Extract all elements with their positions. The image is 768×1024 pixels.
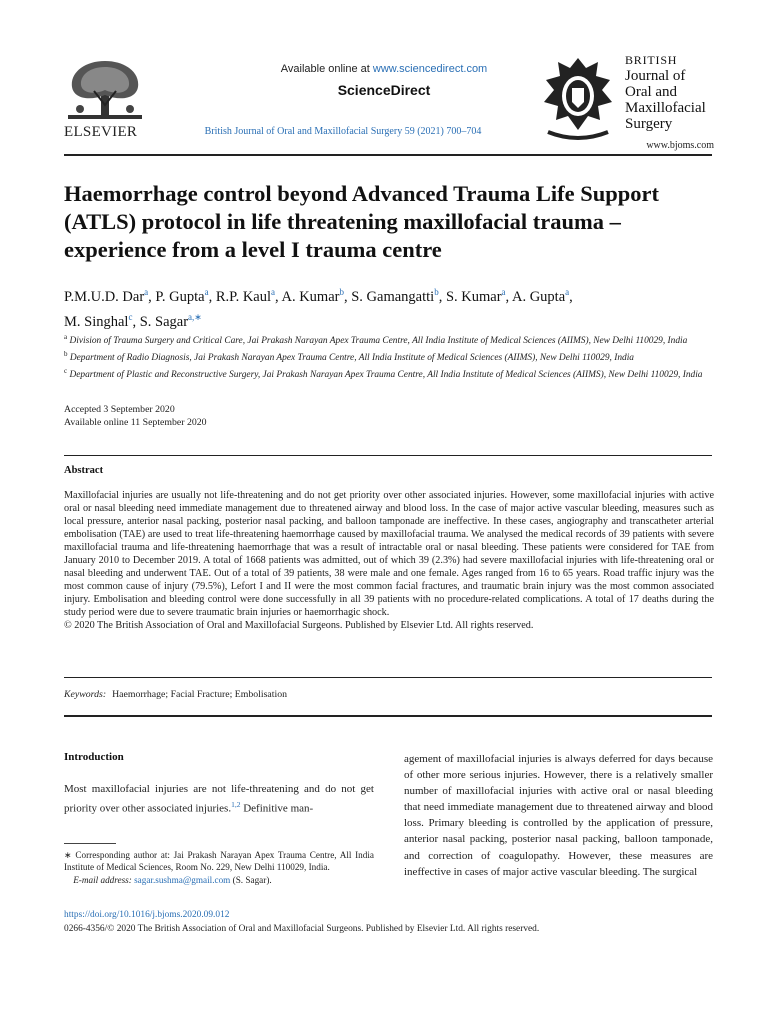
journal-website[interactable]: www.bjoms.com [646, 140, 714, 151]
accepted-date: Accepted 3 September 2020 [64, 404, 175, 415]
journal-name-line-3: Oral and [625, 84, 678, 100]
author-affil-marker[interactable]: a [565, 287, 570, 297]
affiliation-text: Department of Radio Diagnosis, Jai Prakash Narayan Apex Trauma Centre, All India Institute of Medical Sciences (AIIMS), New Delhi 110029, India [69, 353, 634, 364]
intro-column-1 [64, 781, 374, 817]
email-suffix: (S. Sagar). [230, 874, 272, 885]
journal-name-line-1: BRITISH [625, 53, 678, 67]
affiliation-text: Department of Plastic and Reconstructive Surgery, Jai Prakash Narayan Apex Trauma Centre, All India Institute of Medical Sciences (AIIMS), New Delhi 110029, India [69, 370, 703, 381]
abstract-text: Maxillofacial injuries are usually not life-threatening and do not get priority over other associated injuries. However, some maxillofacial injuries with active oral or nasal bleeding need immediate management due to threatened airway and blood loss. In the case of major active vascular bleeding, measures such as local pressure, anterior nasal packing, posterior nasal packing, and balloon tamponade are ineffective. In these cases, angiography and transcatheter arterial embolisation (TAE) are used to treat life-threatening haemorrhage caused by maxillofacial trauma. We analysed the medical records of 39 patients with severe maxillofacial trauma and life-threatening haemorrhage that was a result of intractable oral or nasal bleeding. These patients were considered for TAE from January 2010 to December 2019. A total of 1668 patients was admitted, out of which 39 (2.3%) had severe maxillofacial injuries with life-threatening oral or nasal bleeding and underwent TAE. Out of a total of 39 patients, 38 were male and one female. Ages ranged from 16 to 65 years. Road traffic injury was the most common cause of injury (79.5%), Lefort I and II were the most common facial fractures, and traumatic brain injury was the most common associated injury. Embolisation and bleeding control were done successfully in all 39 patients with no procedure-related complications. A total of 17 deaths during the study period were due to severe traumatic brain injuries or haemorrhagic shock. [64, 490, 714, 619]
email-label: E-mail address: [73, 874, 132, 885]
author[interactable]: A. Kumar [281, 288, 340, 305]
keywords-label: Keywords: [64, 689, 107, 700]
introduction-heading: Introduction [64, 751, 124, 763]
header-rule [64, 154, 712, 156]
intro-text-continued: Definitive man- [240, 802, 314, 815]
journal-name-line-5: Surgery [625, 116, 673, 132]
intro-text: Most maxillofacial injuries are not life-threatening and do not get priority over other associated injuries. [64, 783, 374, 815]
article-title: Haemorrhage control beyond Advanced Trauma Life Support (ATLS) protocol in life threatening maxillofacial trauma – experience from a level I trauma centre [64, 181, 660, 262]
author[interactable]: S. Sagar [139, 313, 189, 330]
author[interactable]: P.M.U.D. Dar [64, 288, 145, 305]
journal-name [625, 52, 706, 132]
affiliation [64, 331, 714, 348]
author[interactable]: P. Gupta [155, 288, 205, 305]
publisher-name: ELSEVIER [64, 124, 138, 140]
author-affil-marker[interactable]: a [204, 287, 209, 297]
affiliation-marker: b [64, 350, 68, 359]
abstract-copyright: © 2020 The British Association of Oral and Maxillofacial Surgeons. Published by Elsevier Ltd. All rights reserved. [64, 620, 534, 632]
abstract-top-rule [64, 455, 712, 456]
author-affil-marker[interactable]: a [144, 287, 149, 297]
author[interactable]: A. Gupta [511, 288, 566, 305]
available-prefix: Available online at [280, 63, 373, 75]
available-online-date: Available online 11 September 2020 [64, 417, 207, 428]
author-affil-marker[interactable]: c [128, 311, 133, 322]
corresponding-author-footnote [64, 849, 374, 886]
author-affil-marker[interactable]: b [339, 287, 344, 297]
article-dates [64, 403, 207, 429]
footnote-text: Corresponding author at: Jai Prakash Narayan Apex Trauma Centre, All India Institute of Medical Sciences, Room No. 229, New Delhi 110029, India. [64, 850, 374, 873]
journal-crest-logo [538, 54, 618, 144]
journal-name-line-2: Journal of [625, 68, 686, 84]
author-affil-marker[interactable]: a,∗ [188, 311, 202, 322]
author[interactable]: S. Gamangatti [351, 288, 435, 305]
author-affil-marker[interactable]: a [271, 287, 276, 297]
email-link[interactable]: sagar.sushma@gmail.com [134, 874, 231, 885]
affiliation-marker: a [64, 333, 68, 341]
citation-ref[interactable]: 1,2 [231, 800, 241, 809]
author-affil-marker[interactable]: a [501, 287, 506, 297]
author[interactable]: M. Singhal [64, 313, 129, 330]
affiliation [64, 365, 714, 382]
abstract-heading: Abstract [64, 465, 104, 476]
sciencedirect-link[interactable]: www.sciencedirect.com [372, 63, 488, 75]
footnote-marker: ∗ [64, 850, 72, 860]
affiliation-marker: c [64, 367, 68, 376]
keywords-bottom-rule [64, 715, 712, 717]
author-list: P.M.U.D. Dar$^a$, P. Gupta$^a$, R.P. Kaul$^a$, A. Kumar$^b$, S. Gamangatti$^b$, S. Kumar$^a$, A. Gupta$^a$, M. Singhal$^c$, S. Sagar$^{a,∗}$ [64, 287, 573, 330]
issn-copyright: 0266-4356/© 2020 The British Association of Oral and Maxillofacial Surgeons. Published by Elsevier Ltd. All rights reserved. [64, 924, 540, 934]
abstract [64, 489, 714, 633]
intro-column-2: agement of maxillofacial injuries is always deferred for days because of other more serious injuries. However, there is a relatively smaller number of maxillofacial injuries with active oral or nasal bleeding that need immediate management due to threatened airway and blood loss. Primary bleeding is controlled by the application of pressure, anterior nasal packing, posterior nasal packing, balloon tamponade, and correction of coagulopathy. However, these measures are ineffective in cases of major active vascular bleeding. The surgical [404, 753, 713, 878]
author-affil-marker[interactable]: b [434, 287, 439, 297]
keywords-top-rule [64, 677, 712, 678]
author[interactable]: R.P. Kaul [215, 288, 272, 305]
journal-name-line-4: Maxillofacial [625, 100, 706, 116]
keywords-list: Haemorrhage; Facial Fracture; Embolisation [112, 689, 288, 700]
affiliations [64, 331, 714, 382]
affiliation-text: Division of Trauma Surgery and Critical Care, Jai Prakash Narayan Apex Trauma Centre, All India Institute of Medical Sciences (AIIMS), New Delhi 110029, India [69, 336, 688, 347]
author[interactable]: S. Kumar [445, 288, 502, 305]
affiliation [64, 348, 714, 365]
sciencedirect-wordmark: ScienceDirect [337, 82, 431, 98]
journal-citation[interactable]: British Journal of Oral and Maxillofacial Surgery 59 (2021) 700–704 [204, 126, 482, 137]
keywords [64, 689, 287, 700]
footnote-rule [64, 843, 116, 844]
doi-link[interactable]: https://doi.org/10.1016/j.bjoms.2020.09.012 [64, 910, 230, 920]
